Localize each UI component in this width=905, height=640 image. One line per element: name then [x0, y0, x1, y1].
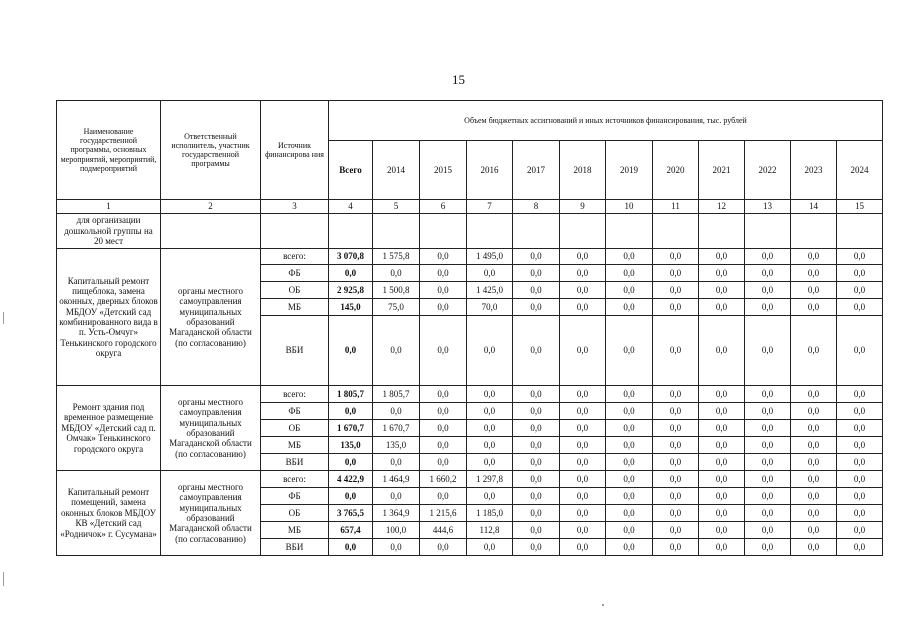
- cell-value: 0,0: [653, 522, 699, 539]
- cell-value: 0,0: [653, 265, 699, 282]
- cell-value: 0,0: [699, 539, 745, 556]
- cell-value: 0,0: [837, 488, 883, 505]
- cell-value: 0,0: [373, 539, 420, 556]
- financing-table: [56, 100, 883, 556]
- cell-value: 0,0: [699, 505, 745, 522]
- cell-value: 1 464,9: [373, 471, 420, 488]
- header-year-2021: 2021: [699, 141, 745, 200]
- cell-value: 0,0: [513, 420, 560, 437]
- cell-value: 0,0: [837, 471, 883, 488]
- cell-value: 1 215,6: [420, 505, 467, 522]
- header-year-2014: 2014: [373, 141, 420, 200]
- cell-value: 0,0: [745, 386, 791, 403]
- cell-value: 0,0: [653, 420, 699, 437]
- carry-over-text: для организации дошкольной группы на 20 мест: [57, 214, 161, 249]
- cell-value: 0,0: [373, 316, 420, 386]
- cell-value: 0,0: [560, 265, 606, 282]
- measure-name: Капитальный ремонт помещений, замена оконных блоков МБДОУ КВ «Детский сад «Родничок» г. Сусумана»: [57, 471, 161, 556]
- cell-value: 0,0: [373, 488, 420, 505]
- cell-value: 0,0: [420, 299, 467, 316]
- cell-value: 0,0: [606, 454, 653, 471]
- cell-value: 0,0: [699, 265, 745, 282]
- measure-executor: органы местного самоуправления муниципальных образований Магаданской области (по согласованию): [161, 386, 261, 471]
- cell-value: 0,0: [745, 522, 791, 539]
- cell-value: 0,0: [745, 282, 791, 299]
- cell-value: 0,0: [745, 437, 791, 454]
- cell-value: 0,0: [653, 471, 699, 488]
- column-number: 7: [467, 200, 513, 214]
- cell-value: 0,0: [373, 403, 420, 420]
- cell-value: 0,0: [560, 471, 606, 488]
- cell-value: 0,0: [513, 299, 560, 316]
- header-year-2015: 2015: [420, 141, 467, 200]
- cell-value: 100,0: [373, 522, 420, 539]
- cell-value: 0,0: [513, 539, 560, 556]
- cell-value: 0,0: [560, 282, 606, 299]
- cell-value: 0,0: [467, 316, 513, 386]
- header-year-2022: 2022: [745, 141, 791, 200]
- cell-value: 0,0: [653, 403, 699, 420]
- cell-value: 0,0: [513, 505, 560, 522]
- cell-value: 0,0: [837, 437, 883, 454]
- cell-value: 0,0: [420, 386, 467, 403]
- cell-value: 1 185,0: [467, 505, 513, 522]
- cell-value: 0,0: [653, 282, 699, 299]
- cell-value: 0,0: [837, 249, 883, 265]
- cell-value: 0,0: [513, 403, 560, 420]
- cell-value: 0,0: [560, 522, 606, 539]
- cell-value: 1 575,8: [373, 249, 420, 265]
- funding-source: ФБ: [261, 403, 329, 420]
- row-total: 1 670,7: [329, 420, 373, 437]
- column-number: 11: [653, 200, 699, 214]
- cell-value: 0,0: [837, 454, 883, 471]
- cell-value: 0,0: [699, 299, 745, 316]
- cell-value: 0,0: [373, 265, 420, 282]
- row-total: 0,0: [329, 316, 373, 386]
- cell-value: 0,0: [420, 420, 467, 437]
- column-number: 3: [261, 200, 329, 214]
- cell-value: 75,0: [373, 299, 420, 316]
- cell-value: 0,0: [467, 437, 513, 454]
- cell-value: 0,0: [745, 299, 791, 316]
- cell-value: 0,0: [467, 454, 513, 471]
- cell-value: 0,0: [420, 437, 467, 454]
- cell-value: 0,0: [791, 420, 837, 437]
- row-total: 3 070,8: [329, 249, 373, 265]
- carry-over-source: [261, 214, 329, 249]
- cell-value: 0,0: [791, 282, 837, 299]
- cell-value: 0,0: [745, 471, 791, 488]
- cell-value: 0,0: [606, 316, 653, 386]
- table-row: [57, 471, 883, 488]
- cell-value: 0,0: [699, 454, 745, 471]
- cell-value: 0,0: [653, 488, 699, 505]
- cell-value: 0,0: [606, 403, 653, 420]
- funding-source: ОБ: [261, 420, 329, 437]
- cell-value: 0,0: [606, 249, 653, 265]
- cell-value: 1 425,0: [467, 282, 513, 299]
- cell-value: 0,0: [420, 265, 467, 282]
- scan-artifact: [3, 572, 4, 586]
- cell-value: 0,0: [745, 249, 791, 265]
- column-number: 13: [745, 200, 791, 214]
- cell-value: 0,0: [467, 403, 513, 420]
- cell-value: 0,0: [420, 539, 467, 556]
- cell-value: 112,8: [467, 522, 513, 539]
- table-row: [57, 249, 883, 265]
- cell-value: 1 495,0: [467, 249, 513, 265]
- table-row: [57, 386, 883, 403]
- cell-value: 0,0: [653, 437, 699, 454]
- cell-value: 0,0: [560, 403, 606, 420]
- row-total: 135,0: [329, 437, 373, 454]
- cell-value: 0,0: [837, 282, 883, 299]
- cell-value: 0,0: [653, 539, 699, 556]
- row-total: 4 422,9: [329, 471, 373, 488]
- header-executor: Ответственный исполнитель, участник государственной программы: [161, 101, 261, 200]
- cell-value: 135,0: [373, 437, 420, 454]
- cell-value: 0,0: [467, 386, 513, 403]
- funding-source: всего:: [261, 386, 329, 403]
- funding-source: МБ: [261, 299, 329, 316]
- cell-value: 0,0: [791, 539, 837, 556]
- cell-value: 444,6: [420, 522, 467, 539]
- cell-value: 0,0: [560, 505, 606, 522]
- cell-value: 0,0: [699, 316, 745, 386]
- cell-value: 0,0: [513, 265, 560, 282]
- row-total: 3 765,5: [329, 505, 373, 522]
- header-year-2020: 2020: [653, 141, 699, 200]
- funding-source: всего:: [261, 249, 329, 265]
- funding-source: ФБ: [261, 488, 329, 505]
- cell-value: 0,0: [606, 282, 653, 299]
- row-total: 2 925,8: [329, 282, 373, 299]
- cell-value: 0,0: [791, 316, 837, 386]
- cell-value: 0,0: [699, 403, 745, 420]
- funding-source: ВБИ: [261, 316, 329, 386]
- cell-value: 0,0: [513, 316, 560, 386]
- cell-value: 0,0: [467, 488, 513, 505]
- cell-value: 0,0: [420, 488, 467, 505]
- cell-value: 0,0: [745, 488, 791, 505]
- cell-value: 0,0: [791, 505, 837, 522]
- cell-value: 0,0: [791, 454, 837, 471]
- cell-value: 0,0: [791, 299, 837, 316]
- cell-value: 0,0: [606, 471, 653, 488]
- column-number: 10: [606, 200, 653, 214]
- cell-value: 0,0: [837, 539, 883, 556]
- cell-value: 0,0: [837, 265, 883, 282]
- row-total: 145,0: [329, 299, 373, 316]
- cell-value: 0,0: [420, 403, 467, 420]
- column-number: 2: [161, 200, 261, 214]
- cell-value: 0,0: [606, 299, 653, 316]
- column-number: 1: [57, 200, 161, 214]
- header-total: Всего: [329, 141, 373, 200]
- funding-source: ФБ: [261, 265, 329, 282]
- cell-value: 0,0: [560, 539, 606, 556]
- cell-value: 0,0: [560, 420, 606, 437]
- cell-value: 1 500,8: [373, 282, 420, 299]
- column-number: 4: [329, 200, 373, 214]
- cell-value: 0,0: [653, 316, 699, 386]
- cell-value: 0,0: [513, 282, 560, 299]
- row-total: 657,4: [329, 522, 373, 539]
- cell-value: 0,0: [560, 316, 606, 386]
- column-number: 8: [513, 200, 560, 214]
- cell-value: 0,0: [513, 437, 560, 454]
- cell-value: 0,0: [699, 249, 745, 265]
- cell-value: 0,0: [653, 249, 699, 265]
- measure-executor: органы местного самоуправления муниципальных образований Магаданской области (по согласованию): [161, 471, 261, 556]
- cell-value: 0,0: [560, 386, 606, 403]
- column-number: 5: [373, 200, 420, 214]
- scan-artifact: [3, 312, 4, 324]
- funding-source: МБ: [261, 437, 329, 454]
- cell-value: 0,0: [745, 403, 791, 420]
- cell-value: 0,0: [791, 386, 837, 403]
- cell-value: 0,0: [467, 420, 513, 437]
- cell-value: 0,0: [513, 454, 560, 471]
- cell-value: 0,0: [653, 454, 699, 471]
- cell-value: 0,0: [560, 249, 606, 265]
- funding-source: ВБИ: [261, 539, 329, 556]
- funding-source: ОБ: [261, 282, 329, 299]
- cell-value: 0,0: [745, 505, 791, 522]
- cell-value: 0,0: [606, 437, 653, 454]
- cell-value: 0,0: [837, 403, 883, 420]
- cell-value: 0,0: [513, 471, 560, 488]
- cell-value: 0,0: [745, 316, 791, 386]
- cell-value: 0,0: [606, 488, 653, 505]
- funding-source: ОБ: [261, 505, 329, 522]
- header-year-2019: 2019: [606, 141, 653, 200]
- scan-artifact: [602, 604, 604, 606]
- cell-value: 0,0: [745, 420, 791, 437]
- cell-value: 0,0: [837, 299, 883, 316]
- cell-value: 0,0: [791, 437, 837, 454]
- cell-value: 0,0: [791, 488, 837, 505]
- cell-value: 0,0: [699, 282, 745, 299]
- cell-value: 0,0: [699, 522, 745, 539]
- cell-value: 0,0: [837, 386, 883, 403]
- header-source: Источник финансирова ния: [261, 101, 329, 200]
- column-number: 12: [699, 200, 745, 214]
- header-year-2024: 2024: [837, 141, 883, 200]
- column-number: 15: [837, 200, 883, 214]
- cell-value: 0,0: [745, 265, 791, 282]
- measure-name: Капитальный ремонт пищеблока, замена оконных, дверных блоков МБДОУ «Детский сад комбинированного вида в п. Усть-Омчуг» Тенькинского городского округа: [57, 249, 161, 386]
- cell-value: 0,0: [606, 265, 653, 282]
- cell-value: 1 364,9: [373, 505, 420, 522]
- cell-value: 0,0: [745, 454, 791, 471]
- column-number: 14: [791, 200, 837, 214]
- header-year-2018: 2018: [560, 141, 606, 200]
- cell-value: 0,0: [560, 299, 606, 316]
- cell-value: 0,0: [606, 386, 653, 403]
- cell-value: 0,0: [606, 420, 653, 437]
- cell-value: 0,0: [606, 522, 653, 539]
- cell-value: 0,0: [791, 471, 837, 488]
- cell-value: 0,0: [653, 505, 699, 522]
- header-name: Наименование государственной программы, основных мероприятий, мероприятий, подмероприятий: [57, 101, 161, 200]
- cell-value: 0,0: [837, 522, 883, 539]
- cell-value: 0,0: [791, 249, 837, 265]
- cell-value: 0,0: [699, 437, 745, 454]
- cell-value: 0,0: [791, 522, 837, 539]
- cell-value: 0,0: [560, 437, 606, 454]
- cell-value: 0,0: [420, 249, 467, 265]
- cell-value: 0,0: [467, 265, 513, 282]
- cell-value: 1 805,7: [373, 386, 420, 403]
- cell-value: 0,0: [791, 265, 837, 282]
- cell-value: 70,0: [467, 299, 513, 316]
- column-number: 6: [420, 200, 467, 214]
- header-year-2017: 2017: [513, 141, 560, 200]
- cell-value: 0,0: [467, 539, 513, 556]
- cell-value: 0,0: [699, 386, 745, 403]
- cell-value: 0,0: [513, 249, 560, 265]
- row-total: 0,0: [329, 265, 373, 282]
- cell-value: 0,0: [699, 471, 745, 488]
- cell-value: 0,0: [699, 420, 745, 437]
- cell-value: 0,0: [420, 316, 467, 386]
- cell-value: 0,0: [513, 386, 560, 403]
- header-year-2016: 2016: [467, 141, 513, 200]
- cell-value: 1 297,8: [467, 471, 513, 488]
- cell-value: 0,0: [373, 454, 420, 471]
- row-total: 0,0: [329, 488, 373, 505]
- cell-value: 0,0: [560, 488, 606, 505]
- measure-executor: органы местного самоуправления муниципальных образований Магаданской области (по согласованию): [161, 249, 261, 386]
- cell-value: 0,0: [653, 299, 699, 316]
- cell-value: 0,0: [420, 454, 467, 471]
- cell-value: 1 670,7: [373, 420, 420, 437]
- carry-over-executor: [161, 214, 261, 249]
- row-total: 0,0: [329, 539, 373, 556]
- row-total: 0,0: [329, 403, 373, 420]
- cell-value: 0,0: [513, 522, 560, 539]
- cell-value: 0,0: [606, 539, 653, 556]
- cell-value: 0,0: [606, 505, 653, 522]
- cell-value: 1 660,2: [420, 471, 467, 488]
- header-year-2023: 2023: [791, 141, 837, 200]
- page-number: 15: [452, 72, 465, 87]
- cell-value: 0,0: [653, 386, 699, 403]
- cell-value: 0,0: [791, 403, 837, 420]
- funding-source: всего:: [261, 471, 329, 488]
- cell-value: 0,0: [699, 488, 745, 505]
- column-number: 9: [560, 200, 606, 214]
- row-total: 0,0: [329, 454, 373, 471]
- cell-value: 0,0: [513, 488, 560, 505]
- cell-value: 0,0: [745, 539, 791, 556]
- cell-value: 0,0: [837, 420, 883, 437]
- funding-source: МБ: [261, 522, 329, 539]
- measure-name: Ремонт здания под временное размещение МБДОУ «Детский сад п. Омчак» Тенькинского городского округа: [57, 386, 161, 471]
- cell-value: 0,0: [837, 505, 883, 522]
- funding-source: ВБИ: [261, 454, 329, 471]
- cell-value: 0,0: [420, 282, 467, 299]
- cell-value: 0,0: [837, 316, 883, 386]
- row-total: 1 805,7: [329, 386, 373, 403]
- cell-value: 0,0: [560, 454, 606, 471]
- header-budget: Объем бюджетных ассигнований и иных источников финансирования, тыс. рублей: [329, 101, 883, 141]
